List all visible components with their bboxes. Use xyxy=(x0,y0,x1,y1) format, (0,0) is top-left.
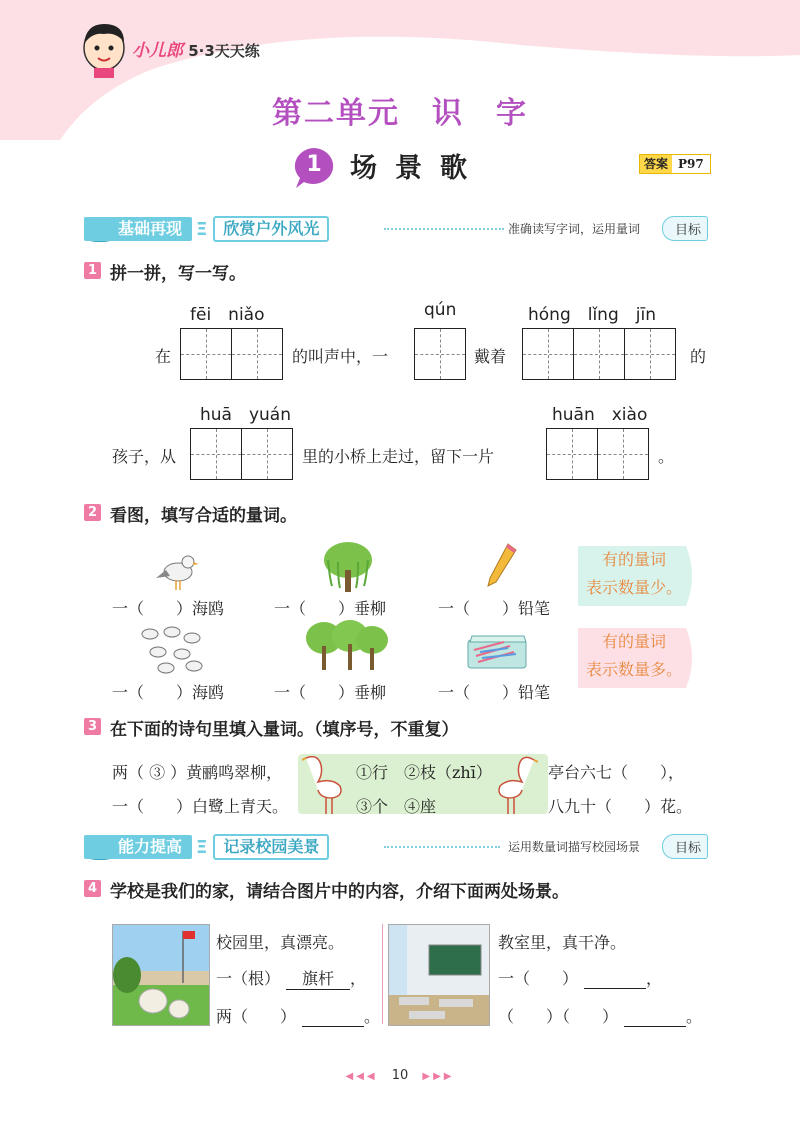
classroom-line-3[interactable]: （ ）（ ） 。 xyxy=(498,1007,703,1026)
pencil-box-icon xyxy=(464,628,530,672)
willow-trees-icon xyxy=(304,618,390,674)
goal-tag: 目标 xyxy=(662,834,708,859)
section-basic-bar: 基础再现 Ξ 欣赏户外风光 准确读写字词，运用量词 目标 xyxy=(84,216,708,246)
pinyin-feiniao: fēi niǎo xyxy=(190,305,265,325)
measure-blank-pencils[interactable]: 一（ ）铅笔 xyxy=(438,683,551,702)
goal-tag: 目标 xyxy=(662,216,708,241)
question-title: 拼一拼，写一写。 xyxy=(110,264,246,284)
text-segment: 的叫声中，一 xyxy=(292,347,389,366)
egret-icon xyxy=(488,752,538,816)
section-tag: 基础再现 xyxy=(84,217,192,241)
campus-line-3[interactable]: 两（ ） 。 xyxy=(216,1007,381,1026)
poem-line-4[interactable]: 八九十（ ）花。 xyxy=(548,797,693,816)
seagull-icon xyxy=(152,548,200,592)
campus-line-1: 校园里，真漂亮。 xyxy=(216,933,345,952)
classroom-line-1: 教室里，真干净。 xyxy=(498,933,627,952)
pinyin-huayuan: huā yuán xyxy=(200,405,291,425)
option-list-2: ③个 ④座 xyxy=(356,797,437,816)
classroom-photo xyxy=(388,924,490,1026)
question-number: 1 xyxy=(84,262,101,279)
pencil-icon xyxy=(484,542,518,588)
unit-title: 第二单元 识 字 xyxy=(272,96,528,131)
write-grid-feiniao[interactable] xyxy=(180,328,283,380)
answer-reference[interactable] xyxy=(639,154,711,174)
option-list-1: ①行 ②枝（zhī） xyxy=(356,763,492,782)
tip-note-few-text: 有的量词 表示数量少。 xyxy=(585,550,682,597)
question-number: 3 xyxy=(84,718,101,735)
mascot-boy-icon xyxy=(78,18,130,78)
section-tag: 能力提高 xyxy=(84,835,192,859)
text-segment: 的 xyxy=(690,347,707,366)
question-title: 看图，填写合适的量词。 xyxy=(110,506,297,526)
text-segment: 里的小桥上走过，留下一片 xyxy=(302,447,495,466)
brand-logo: 小儿郎 5·3天天练 xyxy=(132,41,260,61)
poem-line-1[interactable]: 两（ ③ ）黄鹂鸣翠柳， xyxy=(112,763,283,782)
section-advanced-bar: 能力提高 Ξ 记录校园美景 运用数量词描写校园场景 目标 xyxy=(84,834,708,864)
write-grid-huayuan[interactable] xyxy=(190,428,293,480)
text-segment: 。 xyxy=(658,447,675,466)
text-segment: 在 xyxy=(155,347,172,366)
pinyin-honglingjin: hóng lǐng jīn xyxy=(528,305,656,325)
measure-blank-willow[interactable]: 一（ ）垂柳 xyxy=(274,599,387,618)
lesson-title: 场景歌 xyxy=(350,153,485,184)
measure-blank-willows[interactable]: 一（ ）垂柳 xyxy=(274,683,387,702)
question-title: 在下面的诗句里填入量词。（填序号，不重复） xyxy=(110,720,459,740)
campus-photo xyxy=(112,924,210,1026)
campus-line-2[interactable]: 一（根） 旗杆 ， xyxy=(216,966,366,990)
seagull-flock-icon xyxy=(136,622,206,676)
classroom-line-2[interactable]: 一（ ） ， xyxy=(498,969,663,988)
egret-icon xyxy=(302,752,348,816)
write-grid-honglingjin[interactable] xyxy=(522,328,676,380)
text-segment: 戴着 xyxy=(474,347,507,366)
question-title: 学校是我们的家，请结合图片中的内容，介绍下面两处场景。 xyxy=(110,882,569,902)
divider xyxy=(382,924,383,1024)
measure-blank-seagulls[interactable]: 一（ ）海鸥 xyxy=(112,683,225,702)
section-goal: 准确读写字词，运用量词 xyxy=(508,222,641,236)
write-grid-qun[interactable] xyxy=(414,328,466,380)
tip-note-many-text: 有的量词 表示数量多。 xyxy=(585,632,682,679)
section-subtitle: 欣赏户外风光 xyxy=(213,216,329,242)
answer-page: P97 xyxy=(672,155,710,173)
write-grid-huanxiao[interactable] xyxy=(546,428,649,480)
pinyin-qun: qún xyxy=(424,300,457,320)
section-subtitle: 记录校园美景 xyxy=(213,834,329,860)
pinyin-huanxiao: huān xiào xyxy=(552,405,648,425)
willow-tree-icon xyxy=(320,540,376,592)
poem-line-3[interactable]: 亭台六七（ ）， xyxy=(548,763,685,782)
measure-blank-pencil[interactable]: 一（ ）铅笔 xyxy=(438,599,551,618)
answer-label: 答案 xyxy=(640,155,672,173)
page-number: ◀◀◀ 10 ▶▶▶ xyxy=(345,1068,455,1083)
poem-line-2[interactable]: 一（ ）白鹭上青天。 xyxy=(112,797,289,816)
section-goal: 运用数量词描写校园场景 xyxy=(508,840,641,854)
lesson-number: 1 xyxy=(306,152,322,177)
text-segment: 孩子，从 xyxy=(112,447,177,466)
question-number: 2 xyxy=(84,504,101,521)
question-number: 4 xyxy=(84,880,101,897)
measure-blank-seagull[interactable]: 一（ ）海鸥 xyxy=(112,599,225,618)
